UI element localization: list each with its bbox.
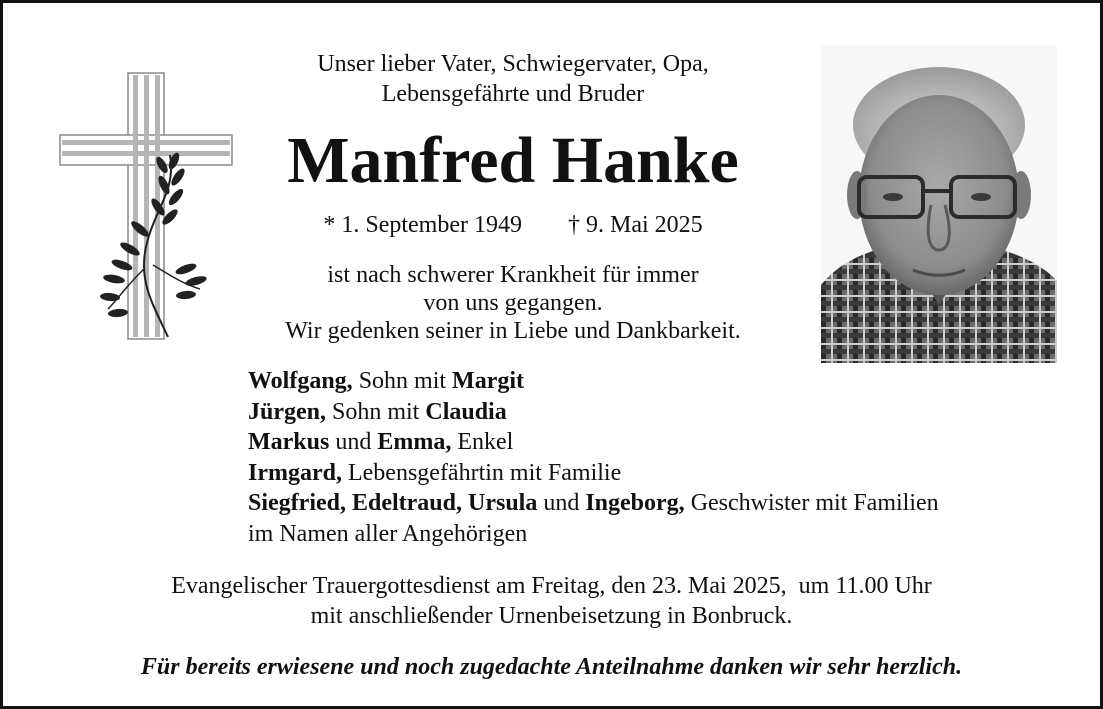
intro-line: Lebensgefährte und Bruder	[381, 81, 645, 107]
mourner-line	[248, 488, 939, 519]
mourner-name: Siegfried, Edeltraud, Ursula	[248, 490, 538, 516]
mourner-text: Sohn mit	[326, 398, 426, 425]
message-line: ist nach schwerer Krankheit für immer	[327, 262, 699, 288]
intro-text	[233, 49, 793, 109]
mourner-line	[248, 366, 939, 397]
mourner-name: Margit	[452, 368, 525, 394]
portrait-photo	[821, 45, 1057, 363]
service-line: mit anschließender Urnenbeisetzung in Bonbruck.	[310, 603, 793, 629]
thanks-note: Für bereits erwiesene und noch zugedachte Anteilnahme danken wir sehr herzlich.	[140, 654, 963, 680]
mourner-name: Markus	[248, 429, 330, 455]
mourner-name: Irmgard,	[248, 459, 342, 486]
mourner-line	[248, 458, 939, 489]
mourner-name: Emma,	[377, 429, 452, 455]
mourner-name: Claudia	[425, 398, 507, 425]
life-dates	[233, 210, 793, 240]
birth-date: * 1. September 1949	[323, 212, 522, 238]
mourner-text: Enkel	[451, 429, 514, 455]
death-date: † 9. Mai 2025	[567, 212, 703, 238]
mourner-line	[248, 519, 939, 550]
mourner-name: Jürgen,	[248, 398, 326, 425]
mourner-name: Wolfgang,	[248, 368, 353, 394]
funeral-service-info	[3, 571, 1100, 631]
service-line: Evangelischer Trauergottesdienst am Freitag, den 23. Mai 2025, um 11.00 Uhr	[171, 573, 932, 599]
mourner-text: Geschwister mit Familien	[684, 490, 939, 516]
mourner-text: Lebensgefährtin mit Familie	[341, 459, 622, 486]
mourner-text: und	[329, 429, 378, 455]
message-line: Wir gedenken seiner in Liebe und Dankbarkeit.	[285, 318, 741, 344]
deceased-name: Manfred Hanke	[287, 124, 739, 197]
mourner-text: Sohn mit	[352, 368, 453, 394]
cross-with-palm-branch-icon	[58, 69, 238, 349]
mourners-list	[248, 366, 939, 549]
mourner-name: Ingeborg,	[585, 490, 685, 516]
message-line: von uns gegangen.	[423, 290, 603, 316]
intro-line: Unser lieber Vater, Schwiegervater, Opa,	[317, 51, 709, 77]
mourner-text: im Namen aller Angehörigen	[248, 520, 528, 547]
mourner-line	[248, 397, 939, 428]
memorial-message	[233, 261, 793, 345]
mourner-line	[248, 427, 939, 458]
mourner-text: und	[537, 490, 586, 516]
